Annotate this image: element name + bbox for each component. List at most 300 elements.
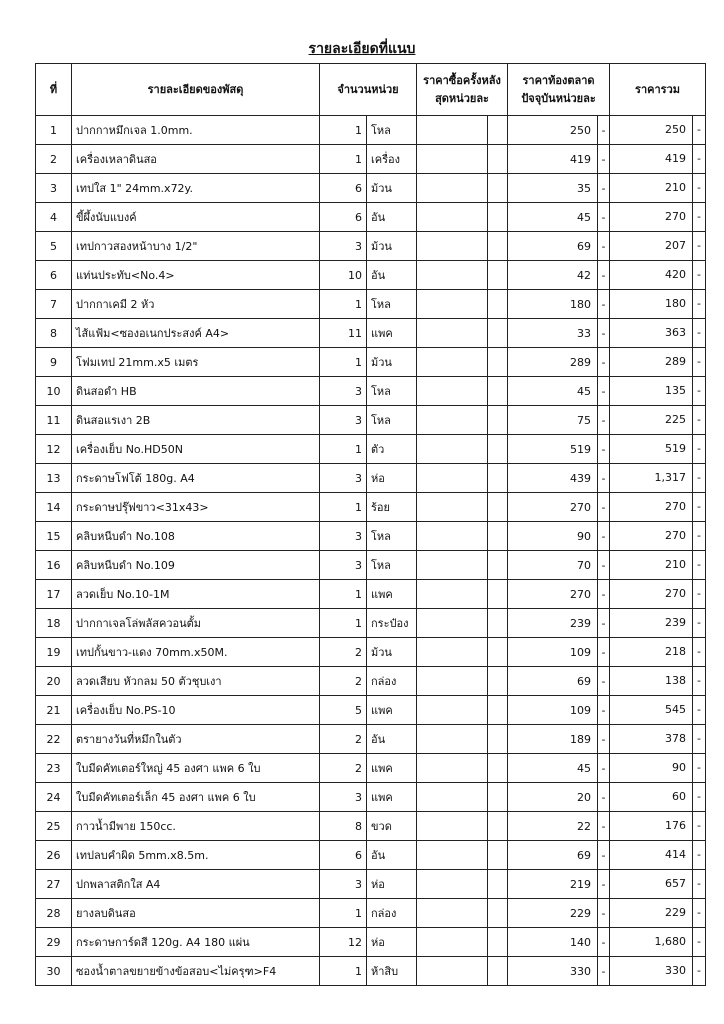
market-price: 69 [508, 841, 598, 870]
last-price-cell [417, 116, 488, 145]
item-unit: โหล [367, 551, 417, 580]
market-price-dash: - [598, 899, 610, 928]
row-number: 1 [36, 116, 72, 145]
table-row [36, 870, 706, 899]
item-unit: ห้าสิบ [367, 957, 417, 986]
item-unit: ห่อ [367, 928, 417, 957]
item-quantity: 6 [320, 203, 367, 232]
last-price-cell [417, 290, 488, 319]
item-description: ปากกาเจลโล่พลัสควอนตั้ม [72, 609, 320, 638]
total-price [610, 841, 706, 870]
total-value: 519 [610, 435, 693, 463]
table-row [36, 261, 706, 290]
total-value: 229 [610, 899, 693, 927]
table-row [36, 203, 706, 232]
total-value: 90 [610, 754, 693, 782]
item-description: กระดาษโฟโต้ 180g. A4 [72, 464, 320, 493]
total-value: 138 [610, 667, 693, 695]
row-number: 16 [36, 551, 72, 580]
last-price-cell [417, 145, 488, 174]
item-quantity: 3 [320, 522, 367, 551]
row-number: 18 [36, 609, 72, 638]
market-price-dash: - [598, 783, 610, 812]
total-price [610, 203, 706, 232]
last-price-cell [417, 261, 488, 290]
market-price-dash: - [598, 290, 610, 319]
last-price-cell [417, 493, 488, 522]
last-price-dash-cell [488, 928, 508, 957]
last-price-dash-cell [488, 667, 508, 696]
last-price-cell [417, 435, 488, 464]
item-quantity: 1 [320, 290, 367, 319]
total-value: 176 [610, 812, 693, 840]
row-number: 10 [36, 377, 72, 406]
item-unit: กล่อง [367, 899, 417, 928]
market-price-dash: - [598, 725, 610, 754]
row-number: 20 [36, 667, 72, 696]
item-description: เทปกาวสองหน้าบาง 1/2" [72, 232, 320, 261]
header-no: ที่ [36, 64, 72, 116]
total-dash: - [697, 790, 702, 803]
item-description: ดินสอดำ HB [72, 377, 320, 406]
item-unit: แพค [367, 783, 417, 812]
item-quantity: 2 [320, 754, 367, 783]
total-price [610, 116, 706, 145]
total-value: 180 [610, 290, 693, 318]
market-price-dash: - [598, 145, 610, 174]
last-price-cell [417, 754, 488, 783]
last-price-dash-cell [488, 145, 508, 174]
item-quantity: 3 [320, 870, 367, 899]
total-price [610, 667, 706, 696]
total-dash: - [697, 587, 702, 600]
item-description: ลวดเสียบ หัวกลม 50 ตัวชุบเงา [72, 667, 320, 696]
market-price: 239 [508, 609, 598, 638]
last-price-dash-cell [488, 203, 508, 232]
total-value: 1,317 [610, 464, 693, 492]
item-description: ดินสอแรเงา 2B [72, 406, 320, 435]
item-unit: โหล [367, 406, 417, 435]
total-price [610, 812, 706, 841]
item-unit: โหล [367, 290, 417, 319]
table-row [36, 783, 706, 812]
total-price [610, 174, 706, 203]
market-price-dash: - [598, 957, 610, 986]
table-row [36, 377, 706, 406]
table-row [36, 667, 706, 696]
last-price-dash-cell [488, 754, 508, 783]
table-row [36, 174, 706, 203]
table-row [36, 145, 706, 174]
row-number: 9 [36, 348, 72, 377]
total-dash: - [697, 471, 702, 484]
total-price [610, 783, 706, 812]
table-row [36, 696, 706, 725]
row-number: 11 [36, 406, 72, 435]
item-quantity: 1 [320, 348, 367, 377]
market-price-dash: - [598, 377, 610, 406]
item-quantity: 1 [320, 609, 367, 638]
item-quantity: 3 [320, 551, 367, 580]
last-price-dash-cell [488, 464, 508, 493]
last-price-cell [417, 522, 488, 551]
row-number: 25 [36, 812, 72, 841]
item-unit: อัน [367, 725, 417, 754]
last-price-cell [417, 725, 488, 754]
market-price-dash: - [598, 493, 610, 522]
last-price-cell [417, 406, 488, 435]
header-row [36, 64, 706, 116]
row-number: 24 [36, 783, 72, 812]
item-unit: ร้อย [367, 493, 417, 522]
last-price-dash-cell [488, 609, 508, 638]
header-desc: รายละเอียดของพัสดุ [72, 64, 320, 116]
market-price-dash: - [598, 348, 610, 377]
last-price-cell [417, 203, 488, 232]
market-price-dash: - [598, 841, 610, 870]
item-quantity: 2 [320, 725, 367, 754]
total-price [610, 261, 706, 290]
total-value: 414 [610, 841, 693, 869]
last-price-cell [417, 667, 488, 696]
last-price-cell [417, 638, 488, 667]
last-price-dash-cell [488, 957, 508, 986]
row-number: 26 [36, 841, 72, 870]
market-price-dash: - [598, 580, 610, 609]
item-description: ลวดเย็บ No.10-1M [72, 580, 320, 609]
table-row [36, 580, 706, 609]
total-dash: - [697, 442, 702, 455]
market-price-dash: - [598, 928, 610, 957]
row-number: 27 [36, 870, 72, 899]
market-price: 45 [508, 754, 598, 783]
total-price [610, 899, 706, 928]
last-price-cell [417, 174, 488, 203]
last-price-dash-cell [488, 522, 508, 551]
item-unit: ม้วน [367, 232, 417, 261]
total-dash: - [697, 268, 702, 281]
table-row [36, 464, 706, 493]
total-dash: - [697, 819, 702, 832]
item-description: เครื่องเย็บ No.HD50N [72, 435, 320, 464]
market-price-dash: - [598, 116, 610, 145]
last-price-dash-cell [488, 290, 508, 319]
total-dash: - [697, 152, 702, 165]
total-dash: - [697, 906, 702, 919]
market-price: 45 [508, 203, 598, 232]
page-title: รายละเอียดที่แนบ [308, 41, 416, 57]
total-price [610, 928, 706, 957]
market-price: 219 [508, 870, 598, 899]
last-price-cell [417, 580, 488, 609]
market-price: 70 [508, 551, 598, 580]
item-quantity: 1 [320, 899, 367, 928]
table-row [36, 116, 706, 145]
last-price-dash-cell [488, 783, 508, 812]
item-quantity: 3 [320, 406, 367, 435]
item-unit: ม้วน [367, 348, 417, 377]
last-price-cell [417, 551, 488, 580]
last-price-dash-cell [488, 377, 508, 406]
last-price-dash-cell [488, 580, 508, 609]
total-dash: - [697, 326, 702, 339]
last-price-cell [417, 696, 488, 725]
item-description: คลิบหนีบดำ No.109 [72, 551, 320, 580]
total-price [610, 725, 706, 754]
total-dash: - [697, 210, 702, 223]
item-quantity: 8 [320, 812, 367, 841]
item-quantity: 2 [320, 638, 367, 667]
table-row [36, 957, 706, 986]
total-value: 60 [610, 783, 693, 811]
market-price: 35 [508, 174, 598, 203]
total-dash: - [697, 848, 702, 861]
item-unit: ม้วน [367, 174, 417, 203]
header-qty-unit: จำนวนหน่วย [320, 64, 417, 116]
total-value: 330 [610, 957, 693, 985]
total-dash: - [697, 529, 702, 542]
market-price-dash: - [598, 406, 610, 435]
market-price-dash: - [598, 232, 610, 261]
market-price-dash: - [598, 203, 610, 232]
market-price: 69 [508, 232, 598, 261]
last-price-dash-cell [488, 348, 508, 377]
last-price-cell [417, 783, 488, 812]
total-price [610, 522, 706, 551]
item-unit: โหล [367, 377, 417, 406]
market-price-dash: - [598, 464, 610, 493]
market-price-dash: - [598, 754, 610, 783]
market-price: 419 [508, 145, 598, 174]
last-price-cell [417, 928, 488, 957]
last-price-cell [417, 812, 488, 841]
table-row [36, 609, 706, 638]
last-price-dash-cell [488, 174, 508, 203]
market-price-dash: - [598, 638, 610, 667]
last-price-dash-cell [488, 812, 508, 841]
item-description: เทปกั้นขาว-แดง 70mm.x50M. [72, 638, 320, 667]
market-price-dash: - [598, 812, 610, 841]
item-quantity: 3 [320, 232, 367, 261]
total-dash: - [697, 500, 702, 513]
market-price: 69 [508, 667, 598, 696]
total-value: 270 [610, 493, 693, 521]
total-price [610, 754, 706, 783]
row-number: 4 [36, 203, 72, 232]
item-quantity: 1 [320, 493, 367, 522]
market-price-dash: - [598, 609, 610, 638]
last-price-dash-cell [488, 899, 508, 928]
item-description: เทปลบคำผิด 5mm.x8.5m. [72, 841, 320, 870]
item-quantity: 1 [320, 145, 367, 174]
last-price-dash-cell [488, 638, 508, 667]
item-quantity: 10 [320, 261, 367, 290]
market-price: 289 [508, 348, 598, 377]
total-dash: - [697, 355, 702, 368]
table-row [36, 493, 706, 522]
item-unit: แพค [367, 754, 417, 783]
market-price: 45 [508, 377, 598, 406]
market-price: 90 [508, 522, 598, 551]
row-number: 2 [36, 145, 72, 174]
total-value: 210 [610, 551, 693, 579]
market-price-dash: - [598, 435, 610, 464]
header-last-price: ราคาซื้อครั้งหลังสุดหน่วยละ [417, 64, 508, 116]
item-description: ปากกาเคมี 2 หัว [72, 290, 320, 319]
total-price [610, 290, 706, 319]
total-value: 210 [610, 174, 693, 202]
market-price-dash: - [598, 870, 610, 899]
total-price [610, 232, 706, 261]
item-description: โฟมเทป 21mm.x5 เมตร [72, 348, 320, 377]
row-number: 21 [36, 696, 72, 725]
total-value: 239 [610, 609, 693, 637]
total-value: 1,680 [610, 928, 693, 956]
item-description: กระดาษปรุ๊ฟขาว<31x43> [72, 493, 320, 522]
market-price: 109 [508, 638, 598, 667]
total-dash: - [697, 964, 702, 977]
last-price-dash-cell [488, 696, 508, 725]
total-value: 289 [610, 348, 693, 376]
row-number: 28 [36, 899, 72, 928]
total-price [610, 493, 706, 522]
table-row [36, 435, 706, 464]
item-unit: แพค [367, 580, 417, 609]
market-price: 42 [508, 261, 598, 290]
row-number: 19 [36, 638, 72, 667]
total-dash: - [697, 181, 702, 194]
last-price-cell [417, 348, 488, 377]
table-row [36, 812, 706, 841]
item-description: กระดาษการ์ดสี 120g. A4 180 แผ่น [72, 928, 320, 957]
total-price [610, 696, 706, 725]
item-description: ซองน้ำตาลขยายข้างข้อสอบ<ไม่ครุฑ>F4 [72, 957, 320, 986]
header-total: ราคารวม [610, 64, 706, 116]
item-unit: โหล [367, 522, 417, 551]
table-row [36, 319, 706, 348]
row-number: 23 [36, 754, 72, 783]
table-row [36, 406, 706, 435]
item-quantity: 2 [320, 667, 367, 696]
item-unit: ตัว [367, 435, 417, 464]
row-number: 29 [36, 928, 72, 957]
total-price [610, 377, 706, 406]
item-unit: แพค [367, 319, 417, 348]
total-dash: - [697, 674, 702, 687]
market-price-dash: - [598, 261, 610, 290]
total-dash: - [697, 935, 702, 948]
total-value: 250 [610, 116, 693, 144]
last-price-dash-cell [488, 551, 508, 580]
item-quantity: 1 [320, 435, 367, 464]
market-price: 270 [508, 580, 598, 609]
market-price-dash: - [598, 319, 610, 348]
last-price-dash-cell [488, 493, 508, 522]
market-price: 229 [508, 899, 598, 928]
item-description: ใบมีดคัทเตอร์ใหญ่ 45 องศา แพค 6 ใบ [72, 754, 320, 783]
total-value: 420 [610, 261, 693, 289]
total-value: 270 [610, 203, 693, 231]
item-description: ขี้ผึ้งนับแบงค์ [72, 203, 320, 232]
total-dash: - [697, 384, 702, 397]
header-market-price: ราคาท้องตลาดปัจจุบันหน่วยละ [508, 64, 610, 116]
item-quantity: 3 [320, 783, 367, 812]
row-number: 6 [36, 261, 72, 290]
item-quantity: 1 [320, 116, 367, 145]
last-price-dash-cell [488, 116, 508, 145]
total-value: 378 [610, 725, 693, 753]
item-unit: โหล [367, 116, 417, 145]
row-number: 12 [36, 435, 72, 464]
item-description: คลิบหนีบดำ No.108 [72, 522, 320, 551]
item-quantity: 3 [320, 464, 367, 493]
last-price-dash-cell [488, 725, 508, 754]
item-quantity: 6 [320, 841, 367, 870]
market-price: 109 [508, 696, 598, 725]
total-dash: - [697, 413, 702, 426]
item-description: ตรายางวันที่หมึกในตัว [72, 725, 320, 754]
table-row [36, 928, 706, 957]
market-price: 189 [508, 725, 598, 754]
market-price-dash: - [598, 522, 610, 551]
item-unit: ม้วน [367, 638, 417, 667]
total-dash: - [697, 645, 702, 658]
market-price-dash: - [598, 551, 610, 580]
item-unit: กระป๋อง [367, 609, 417, 638]
item-quantity: 1 [320, 957, 367, 986]
total-price [610, 957, 706, 986]
last-price-dash-cell [488, 406, 508, 435]
item-unit: เครื่อง [367, 145, 417, 174]
table-row [36, 638, 706, 667]
item-unit: ห่อ [367, 464, 417, 493]
total-value: 135 [610, 377, 693, 405]
market-price: 75 [508, 406, 598, 435]
item-quantity: 5 [320, 696, 367, 725]
table-row [36, 551, 706, 580]
total-value: 419 [610, 145, 693, 173]
last-price-cell [417, 232, 488, 261]
item-description: ใบมีดคัทเตอร์เล็ก 45 องศา แพค 6 ใบ [72, 783, 320, 812]
item-unit: ขวด [367, 812, 417, 841]
market-price: 140 [508, 928, 598, 957]
total-price [610, 348, 706, 377]
last-price-dash-cell [488, 870, 508, 899]
market-price-dash: - [598, 667, 610, 696]
item-description: เครื่องเหลาดินสอ [72, 145, 320, 174]
item-description: ปกพลาสติกใส A4 [72, 870, 320, 899]
last-price-dash-cell [488, 435, 508, 464]
item-unit: อัน [367, 841, 417, 870]
total-price [610, 580, 706, 609]
total-dash: - [697, 761, 702, 774]
total-dash: - [697, 703, 702, 716]
item-description: แท่นประทับ<No.4> [72, 261, 320, 290]
table-row [36, 754, 706, 783]
table-row [36, 522, 706, 551]
last-price-dash-cell [488, 319, 508, 348]
item-description: เครื่องเย็บ No.PS-10 [72, 696, 320, 725]
last-price-dash-cell [488, 841, 508, 870]
item-description: ปากกาหมึกเจล 1.0mm. [72, 116, 320, 145]
items-table [35, 63, 706, 986]
row-number: 8 [36, 319, 72, 348]
last-price-cell [417, 870, 488, 899]
market-price: 439 [508, 464, 598, 493]
market-price: 20 [508, 783, 598, 812]
item-description: เทปใส 1" 24mm.x72y. [72, 174, 320, 203]
total-dash: - [697, 558, 702, 571]
